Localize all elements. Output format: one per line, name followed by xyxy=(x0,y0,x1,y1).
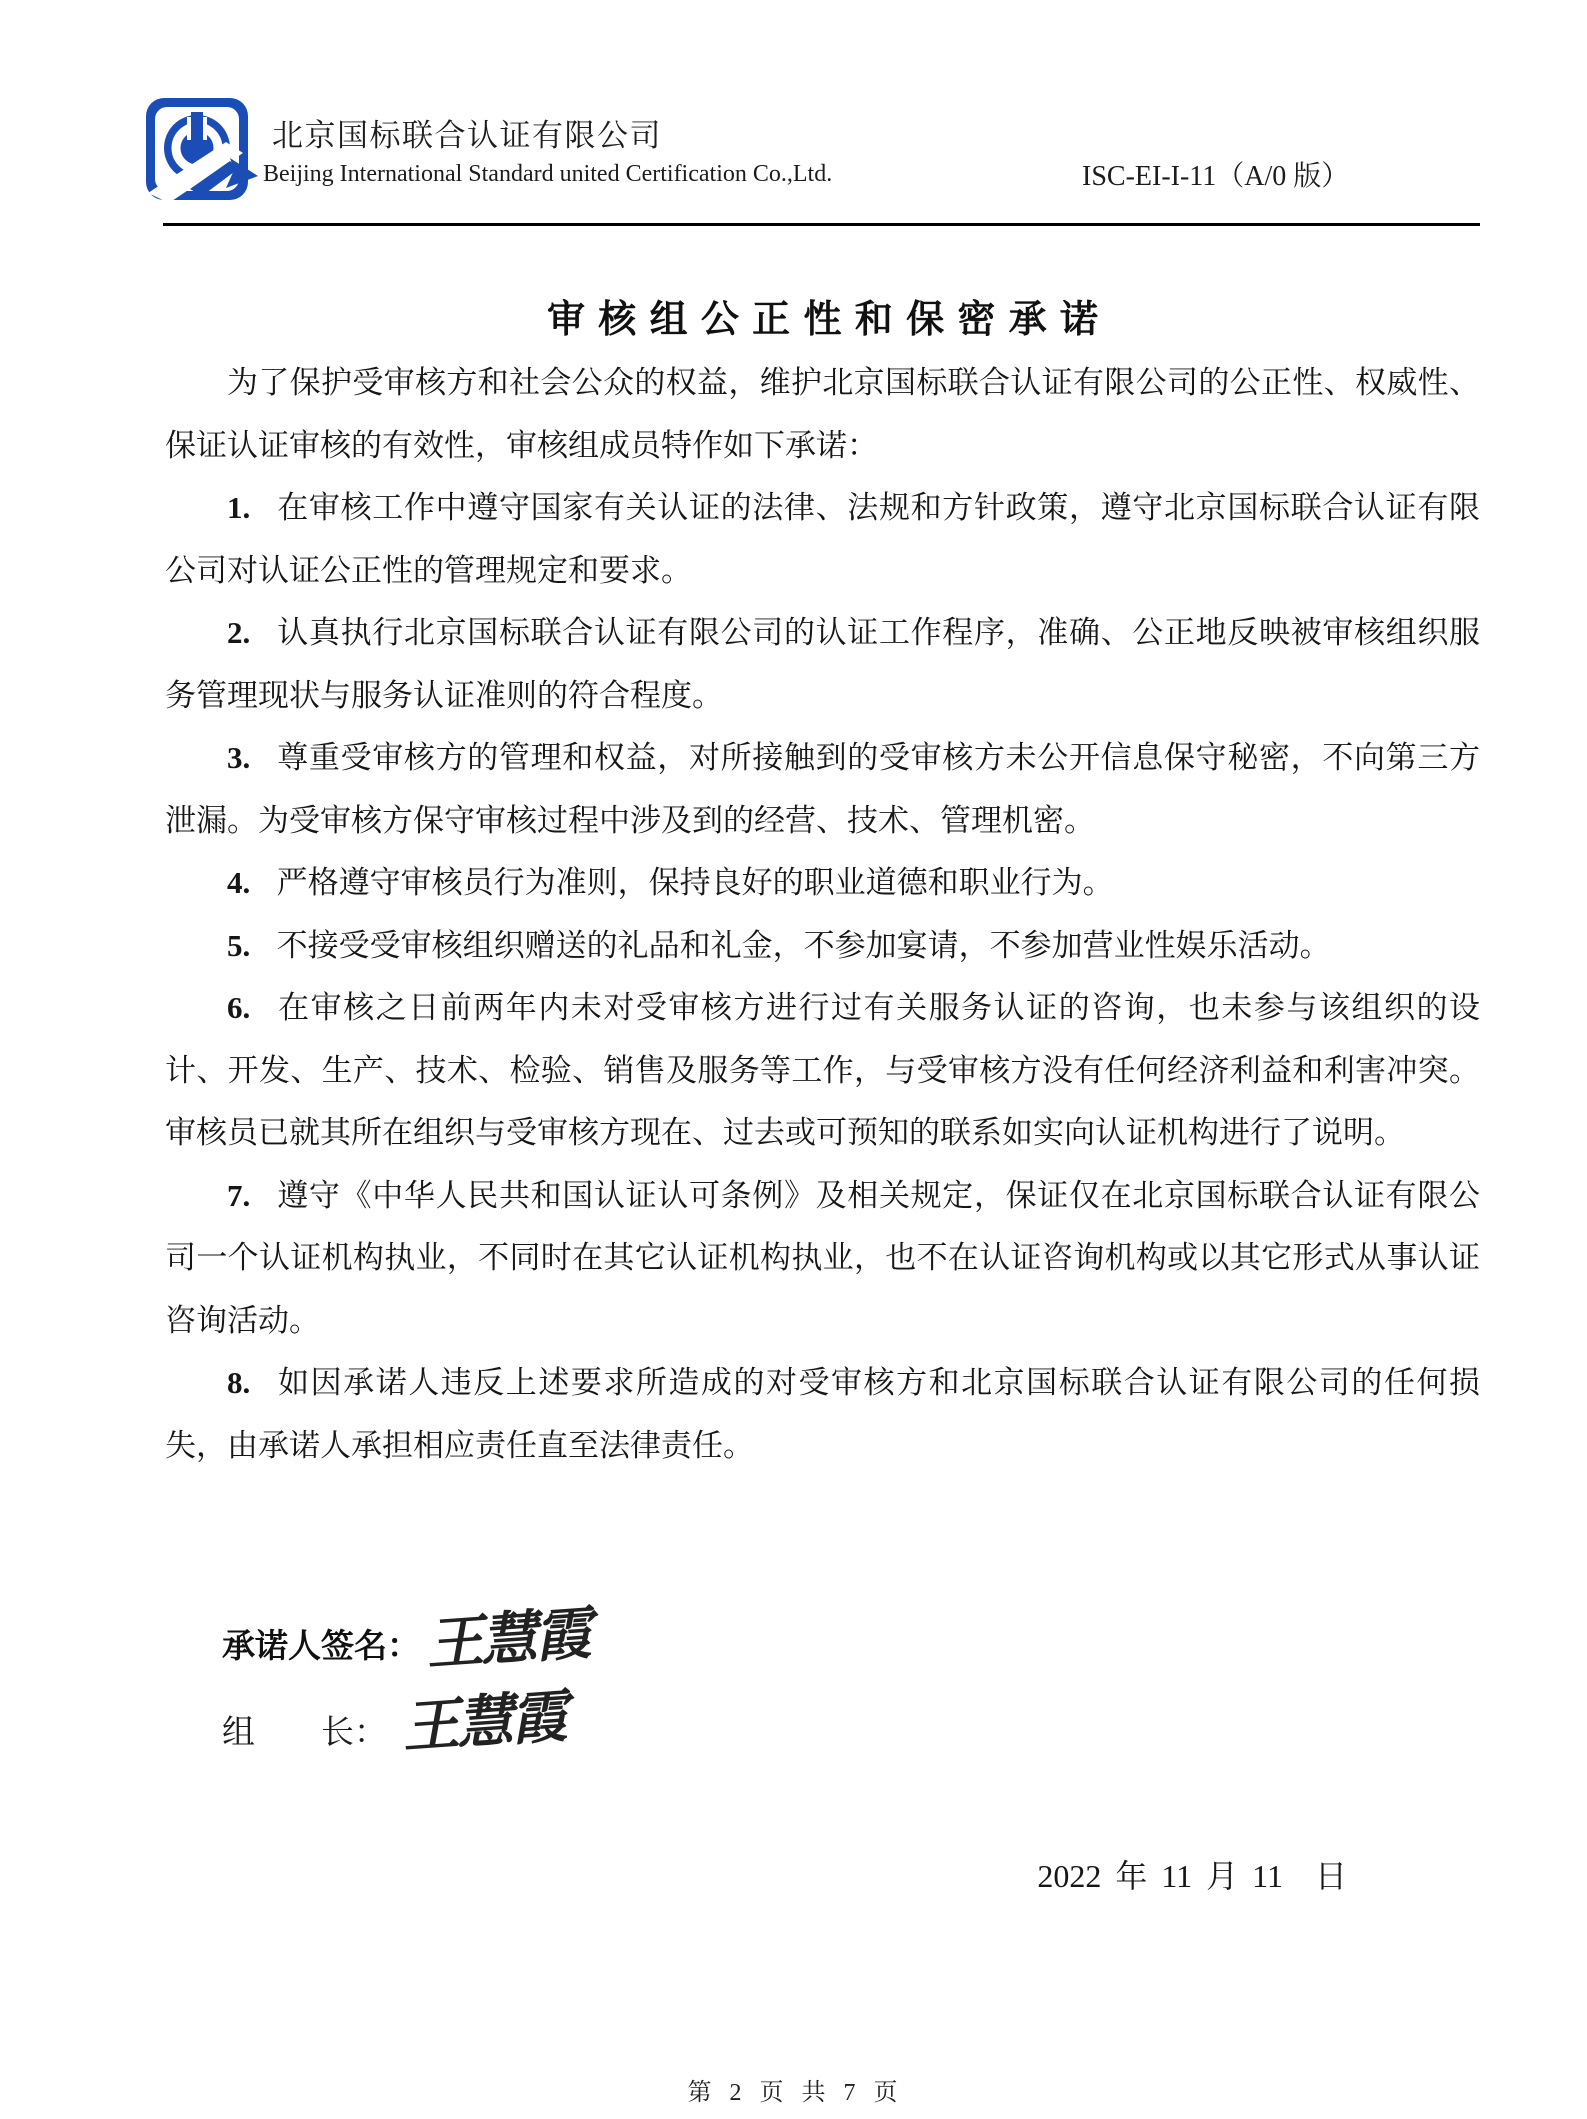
document-body xyxy=(165,352,1480,1477)
item-text: 认真执行北京国标联合认证有限公司的认证工作程序，准确、公正地反映被审核组织服务管理现状与服务认证准则的符合程度。 xyxy=(165,615,1480,713)
item-paragraph xyxy=(165,977,1480,1165)
item-number: 1. xyxy=(227,490,251,525)
doc-number: ISC-EI-I-11（A/0 版） xyxy=(1082,161,1350,192)
item-text: 在审核工作中遵守国家有关认证的法律、法规和方针政策，遵守北京国标联合认证有限公司对认证公正性的管理规定和要求。 xyxy=(165,490,1480,588)
item-paragraph xyxy=(165,1165,1480,1353)
item-text: 在审核之日前两年内未对受审核方进行过有关服务认证的咨询，也未参与该组织的设计、开发、生产、技术、检验、销售及服务等工作，与受审核方没有任何经济利益和利害冲突。审核员已就其所在组织与受审核方现在、过去或可预知的联系如实向认证机构进行了说明。 xyxy=(165,990,1480,1150)
header-divider xyxy=(163,223,1480,226)
item-number: 8. xyxy=(227,1365,251,1400)
intro-paragraph: 为了保护受审核方和社会公众的权益，维护北京国标联合认证有限公司的公正性、权威性、保证认证审核的有效性，审核组成员特作如下承诺： xyxy=(165,365,1480,463)
company-logo-icon xyxy=(144,96,262,214)
company-name-cn: 北京国标联合认证有限公司 xyxy=(272,118,662,153)
signer-label: 承诺人签名： xyxy=(222,1629,420,1665)
page-title: 审核组公正性和保密承诺 xyxy=(546,299,1112,341)
date-line: 2022 年 11 月 11 日 xyxy=(1037,1858,1347,1894)
item-number: 7. xyxy=(227,1177,251,1213)
item-number: 2. xyxy=(227,615,251,650)
item-paragraph xyxy=(165,477,1480,602)
leader-label: 组 长： xyxy=(222,1715,387,1751)
page-number-footer: 第 2 页 共 7 页 xyxy=(687,2080,900,2106)
item-text: 遵守《中华人民共和国认证认可条例》及相关规定，保证仅在北京国标联合认证有限公司一个认证机构执业，不同时在其它认证机构执业，也不在认证咨询机构或以其它形式从事认证咨询活动。 xyxy=(165,1177,1480,1338)
item-text: 不接受受审核组织赠送的礼品和礼金，不参加宴请，不参加营业性娱乐活动。 xyxy=(276,927,1331,963)
item-paragraph xyxy=(165,727,1480,852)
item-text: 如因承诺人违反上述要求所造成的对受审核方和北京国标联合认证有限公司的任何损失，由承诺人承担相应责任直至法律责任。 xyxy=(165,1365,1480,1463)
company-name-en: Beijing International Standard united Certification Co.,Ltd. xyxy=(263,161,833,187)
item-paragraph xyxy=(165,852,1480,915)
item-paragraph xyxy=(165,915,1480,978)
signer-handwritten-signature: 王慧霞 xyxy=(425,1601,599,1678)
leader-handwritten-signature: 王慧霞 xyxy=(401,1684,575,1761)
item-paragraph xyxy=(165,1352,1480,1477)
item-number: 6. xyxy=(227,990,251,1025)
item-number: 5. xyxy=(227,927,251,963)
item-text: 严格遵守审核员行为准则，保持良好的职业道德和职业行为。 xyxy=(276,865,1114,900)
item-number: 3. xyxy=(227,740,251,775)
item-number: 4. xyxy=(227,865,251,900)
item-text: 尊重受审核方的管理和权益，对所接触到的受审核方未公开信息保守秘密，不向第三方泄漏。为受审核方保守审核过程中涉及到的经营、技术、管理机密。 xyxy=(165,740,1480,838)
item-paragraph xyxy=(165,602,1480,727)
